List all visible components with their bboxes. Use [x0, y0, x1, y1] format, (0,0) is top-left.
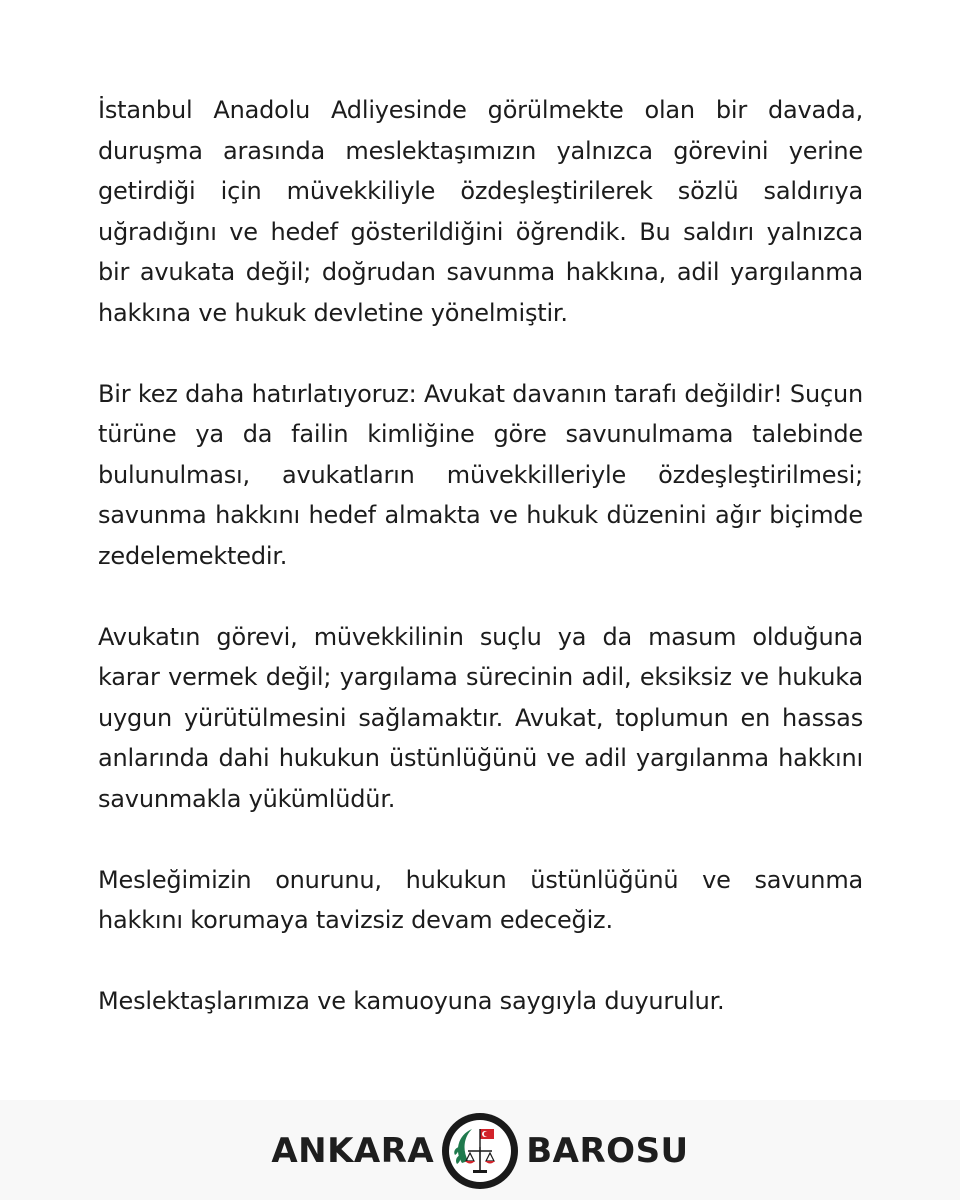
statement-paragraph-2: Bir kez daha hatırlatıyoruz: Avukat davanın tarafı değildir! Suçun türüne ya da failin kimliğine göre savunulmama talebinde bulunulması, avukatların müvekkilleriyle özdeşleştirilmesi; savunma hakkını hedef almakta ve hukuk düzenini ağır biçimde zedelemektedir. [98, 379, 863, 570]
brand-name-right: BAROSU [526, 1131, 689, 1171]
statement-body [98, 90, 863, 1061]
statement-paragraph-3: Avukatın görevi, müvekkilinin suçlu ya da masum olduğuna karar vermek değil; yargılama sürecinin adil, eksiksiz ve hukuka uygun yürütülmesini sağlamaktır. Avukat, toplumun en hassas anlarında dahi hukukun üstünlüğünü ve adil yargılanma hakkını savunmakla yükümlüdür. [98, 622, 863, 813]
statement-paragraph-4: Mesleğimizin onurunu, hukukun üstünlüğünü ve savunma hakkını korumaya tavizsiz devam edeceğiz. [98, 865, 863, 935]
statement-closing: Meslektaşlarımıza ve kamuoyuna saygıyla duyurulur. [98, 986, 725, 1015]
footer-brand-logo [0, 1108, 960, 1194]
statement-paragraph-1: İstanbul Anadolu Adliyesinde görülmekte olan bir davada, duruşma arasında meslektaşımızın yalnızca görevini yerine getirdiği için müvekkiliyle özdeşleştirilerek sözlü saldırıya uğradığını ve hedef gösterildiğini öğrendik. Bu saldırı yalnızca bir avukata değil; doğrudan savunma hakkına, adil yargılanma hakkına ve hukuk devletine yönelmiştir. [98, 96, 863, 327]
ankara-bar-association-seal-icon [440, 1111, 520, 1191]
brand-name-left: ANKARA [271, 1131, 435, 1171]
